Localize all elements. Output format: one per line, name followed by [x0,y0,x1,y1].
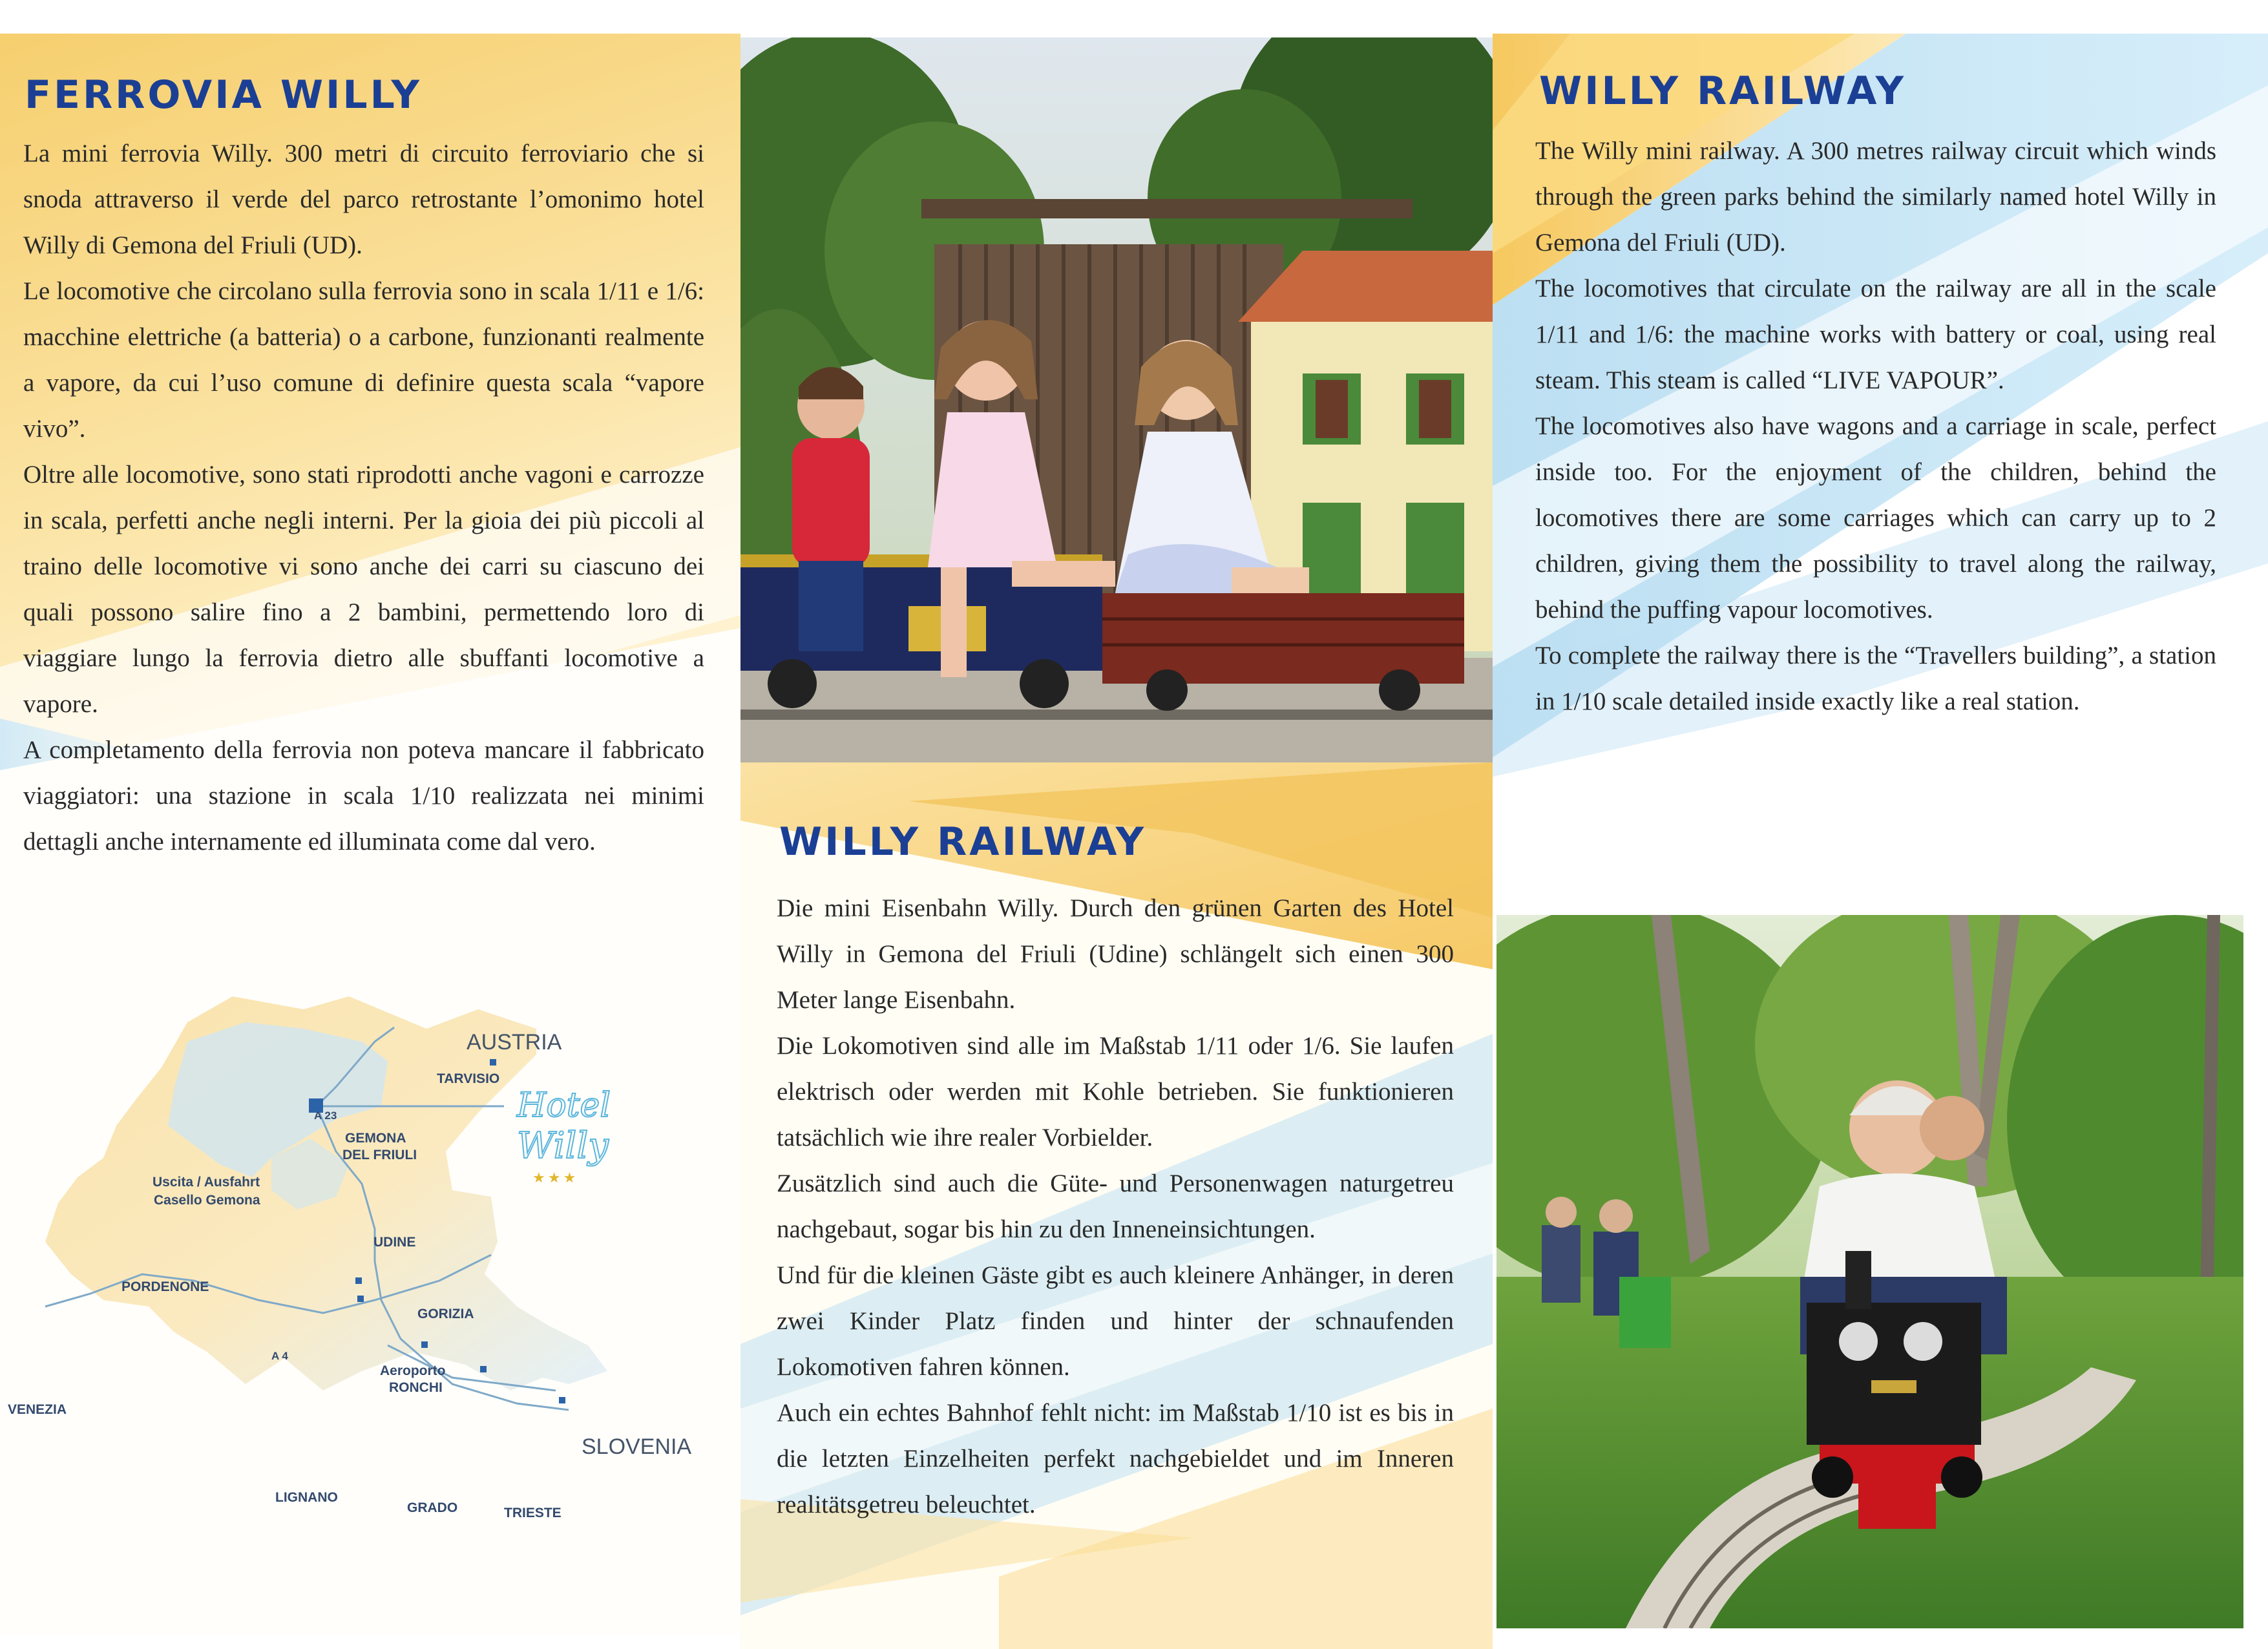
english-paragraph: The Willy mini railway. A 300 metres railway circuit which winds through the green parks behind the similarly named hotel Willy in Gemona del Friuli (UD). [1535,137,2216,257]
italian-paragraph: A completamento della ferrovia non poteva mancare il fabbricato viaggiatori: una stazione in scala 1/10 realizzata nei minimi dettagli anche internamente ed illuminata come dal vero. [23,736,704,856]
map-label-uscita: Casello Gemona [154,1193,260,1208]
map-label-grado: GRADO [407,1500,458,1515]
english-text [1535,128,2216,724]
map-label-lignano: LIGNANO [275,1490,338,1505]
italian-paragraph: La mini ferrovia Willy. 300 metri di circuito ferroviario che si snoda attraverso il verde del parco retrostante l’omonimo hotel Willy di Gemona del Friuli (UD). [23,140,704,259]
italian-title: FERROVIA WILLY [25,72,422,118]
german-title: WILLY RAILWAY [779,819,1147,865]
german-paragraph: Auch ein echtes Bahnhof fehlt nicht: im Maßstab 1/10 ist es bis in die letzten Einzelheiten perfekt nachgebieldet und im Inneren realitätsgetreu beleuchtet. [777,1399,1454,1518]
region-map [0,971,740,1552]
italian-paragraph: Le locomotive che circolano sulla ferrovia sono in scala 1/11 e 1/6: macchine elettriche (a batteria) o a carbone, funzionanti realmente a vapore, da cui l’uso comune di definire questa scala “vapore vivo”. [23,277,704,443]
map-label-tarvisio: TARVISIO [437,1071,500,1086]
hotel-logo: Willy [517,1125,609,1167]
english-paragraph: To complete the railway there is the “Travellers building”, a station in 1/10 scale detailed inside exactly like a real station. [1535,642,2216,715]
italian-panel [0,34,740,1635]
children-train-photo [740,37,1493,762]
map-label-gemona: DEL FRIULI [342,1148,417,1162]
german-panel [740,762,1493,1649]
german-paragraph: Die mini Eisenbahn Willy. Durch den grünen Garten des Hotel Willy in Gemona del Friuli (Udine) schlängelt sich einen 300 Meter lange Eisenbahn. [777,894,1454,1014]
english-title: WILLY RAILWAY [1539,68,1907,114]
map-label-aeroporto: Aeroporto [380,1363,446,1378]
hotel-stars: ★★★ [532,1170,579,1186]
map-label-uscita: Uscita / Ausfahrt [152,1175,260,1190]
map-label-trieste: TRIESTE [504,1506,562,1520]
map-label-austria: AUSTRIA [467,1030,562,1055]
german-text [777,885,1454,1528]
hotel-logo: Hotel [517,1086,611,1125]
german-paragraph: Zusätzlich sind auch die Güte- und Personenwagen naturgetreu nachgebaut, sogar bis hin zu den Inneneinsichtungen. [777,1170,1454,1243]
italian-text [23,131,704,865]
map-label-a4: A 4 [271,1350,288,1362]
italian-paragraph: Oltre alle locomotive, sono stati riprodotti anche vagoni e carrozze in scala, perfetti anche negli interni. Per la gioia dei più piccoli al traino delle locomotive vi sono anche dei carri su ciascuno dei quali possono salire fino a 2 bambini, permettendo loro di viaggiare lungo la ferrovia dietro alle sbuffanti locomotive a vapore. [23,461,704,718]
map-label-aeroporto: RONCHI [389,1380,443,1395]
english-panel [1493,34,2268,914]
map-label-pordenone: PORDENONE [121,1279,209,1294]
german-paragraph: Die Lokomotiven sind alle im Maßstab 1/11 oder 1/6. Sie laufen elektrisch oder werden mit Kohle betrieben. Sie funktionieren tatsächlich wie ihre realer Vorbielder. [777,1032,1454,1151]
man-locomotive-photo [1496,915,2243,1628]
map-label-venezia: VENEZIA [8,1402,67,1417]
map-label-gorizia: GORIZIA [417,1307,474,1321]
english-paragraph: The locomotives also have wagons and a carriage in scale, perfect inside too. For the enjoyment of the children, behind the locomotives there are some carriages which can carry up to 2 children, giving them the possibility to travel along the railway, behind the puffing vapour locomotives. [1535,412,2216,624]
map-label-gemona: GEMONA [345,1131,406,1146]
map-label-slovenia: SLOVENIA [582,1434,692,1459]
english-paragraph: The locomotives that circulate on the railway are all in the scale 1/11 and 1/6: the machine works with battery or coal, using real steam. This steam is called “LIVE VAPOUR”. [1535,275,2216,394]
map-label-a23: A 23 [314,1109,337,1122]
map-label-udine: UDINE [373,1235,416,1250]
german-paragraph: Und für die kleinen Gäste gibt es auch kleinere Anhänger, in deren zwei Kinder Platz finden und hinter der schnaufenden Lokomotiven fahren können. [777,1261,1454,1381]
